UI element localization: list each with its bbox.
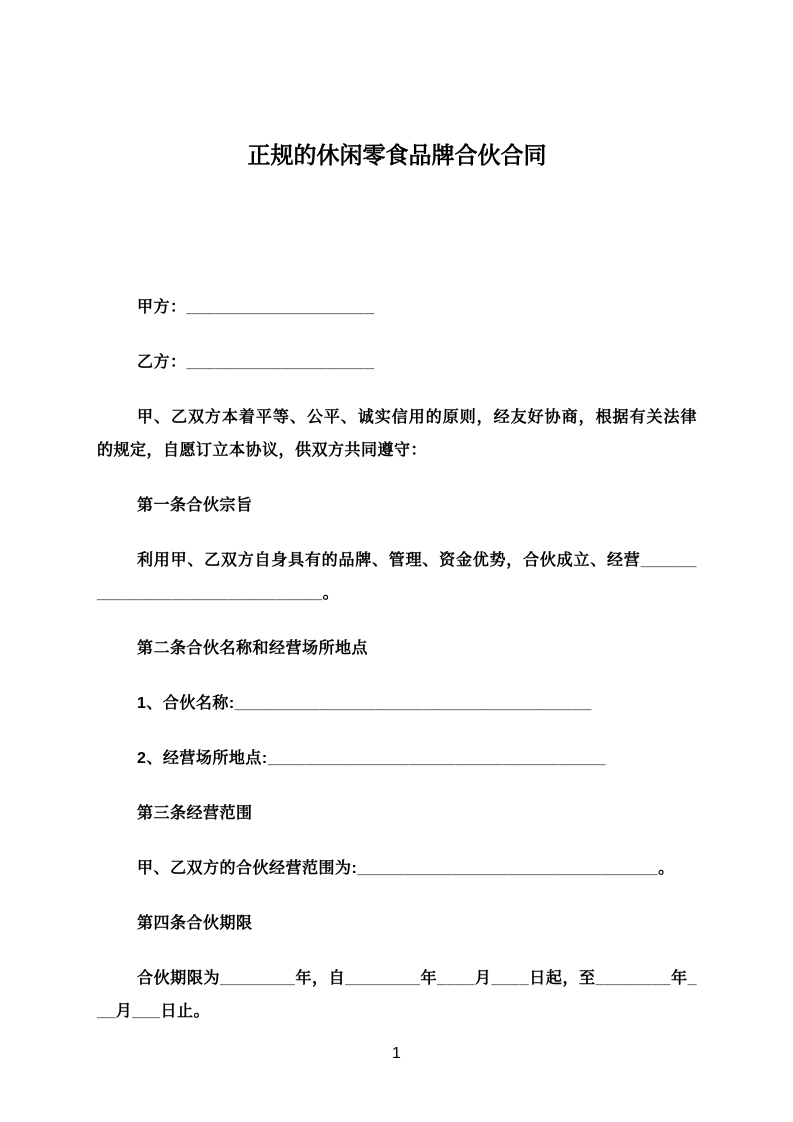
clause2-item-partnership-name: 1、合伙名称:______________________________________: [137, 695, 592, 712]
clause3-body: 甲、乙双方的合伙经营范围为:________________________________。: [137, 860, 675, 877]
party-a-line: 甲方：____________________: [137, 299, 375, 316]
clause3-heading: 第三条经营范围: [137, 805, 253, 822]
party-b-line: 乙方：____________________: [137, 354, 375, 371]
clause4-body: 合伙期限为________年，自________年____月____日起，至________年___月___日止。: [97, 970, 697, 1020]
clause2-heading: 第二条合伙名称和经营场所地点: [137, 640, 369, 657]
preamble-paragraph: 甲、乙双方本着平等、公平、诚实信用的原则，经友好协商，根据有关法律的规定，自愿订立本协议，供双方共同遵守：: [97, 409, 697, 459]
page-number: 1: [392, 1045, 401, 1062]
clause1-heading: 第一条合伙宗旨: [137, 497, 253, 514]
document-title: 正规的休闲零食品牌合伙合同: [247, 142, 547, 168]
document-content: [97, 140, 697, 1050]
clause4-heading: 第四条合伙期限: [137, 915, 253, 932]
clause2-item-business-location: 2、经营场所地点:____________________________________: [137, 750, 607, 767]
clause1-body: 利用甲、乙双方自身具有的品牌、管理、资金优势，合伙成立、经营______________________________。: [97, 552, 697, 602]
